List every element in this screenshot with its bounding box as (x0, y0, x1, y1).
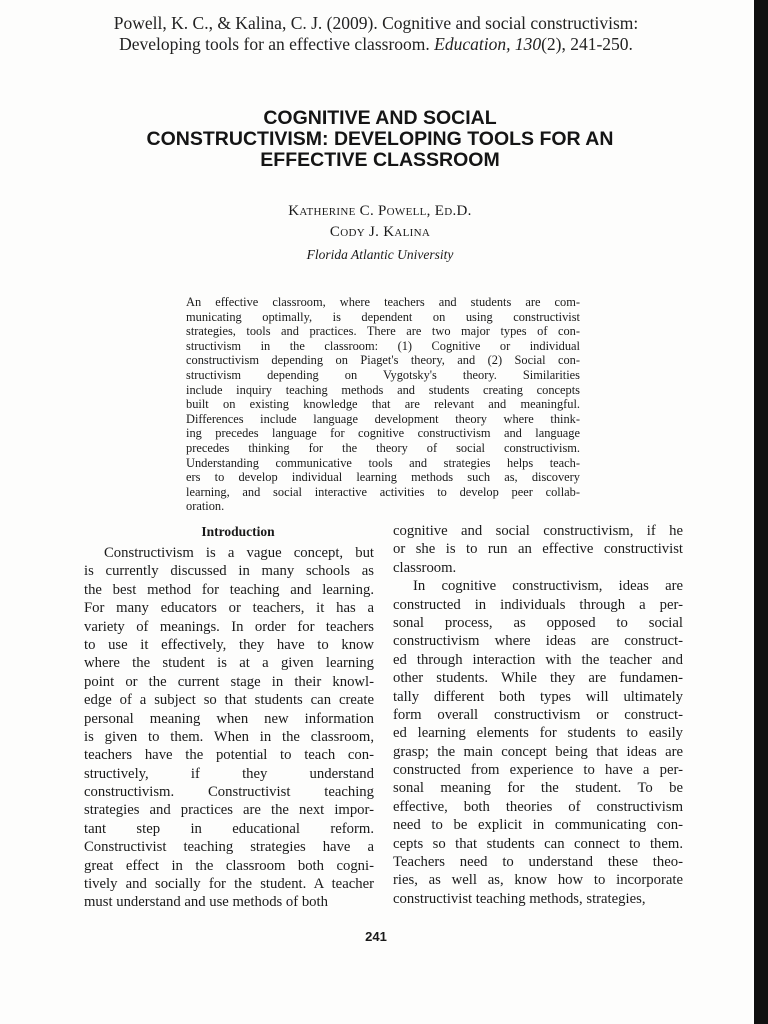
body-text-line: Teachers need to understand these theo- (393, 854, 683, 871)
body-text-line: constructivism where ideas are construct- (393, 633, 683, 650)
body-text-line: variety of meanings. In order for teachers (84, 618, 374, 635)
body-text-line: ed through interaction with the teacher and (393, 651, 683, 668)
authors (180, 201, 580, 243)
abstract-line: strategies, tools and practices. There are two major types of con- (186, 324, 580, 339)
abstract-line: municating optimally, is dependent on using constructivist (186, 309, 580, 324)
body-text-line: sonal process, as opposed to social (393, 614, 683, 631)
abstract-line: include inquiry teaching methods and students creating concepts (186, 382, 580, 397)
body-text-line: effective, both theories of constructivism (393, 798, 683, 815)
citation-journal: Education, 130 (434, 34, 542, 54)
body-text-line: Constructivism is a vague concept, but (104, 545, 374, 561)
citation-line-1: Powell, K. C., & Kalina, C. J. (2009). Cognitive and social constructivism: (113, 13, 639, 33)
body-text-line: constructed in individuals through a per- (393, 596, 683, 613)
title-line-3: EFFECTIVE CLASSROOM (260, 149, 500, 171)
abstract-line: oration. (186, 499, 225, 514)
citation (0, 13, 752, 55)
abstract-line: structivism in the classroom: (1) Cognitive or individual (186, 338, 580, 353)
abstract-line: structivism depending on Vygotsky's theory. Similarities (186, 367, 580, 382)
body-text-line: In cognitive constructivism, ideas are (413, 578, 683, 595)
abstract-line: Differences include language development theory where think- (186, 411, 580, 426)
body-text-line: is currently discussed in many schools as (84, 563, 374, 580)
left-column (84, 522, 374, 912)
paper-title (60, 108, 700, 171)
body-text-line: sonal meaning for the student. To be (393, 780, 683, 797)
body-text-line: the best method for teaching and learning. (84, 581, 374, 598)
body-text-line: must understand and use methods of both (84, 894, 328, 911)
scan-edge (754, 0, 768, 1024)
abstract-line: built on existing knowledge that are relevant and meaningful. (186, 397, 580, 412)
body-text-line: constructivist teaching methods, strategies, (393, 890, 646, 907)
page-number: 241 (365, 929, 387, 944)
abstract-line: Understanding communicative tools and strategies helps teach- (186, 455, 580, 470)
title-line-2: CONSTRUCTIVISM: DEVELOPING TOOLS FOR AN (146, 128, 614, 150)
body-text-line: cognitive and social constructivism, if he (393, 523, 683, 539)
body-text-line: Constructivist teaching strategies have a (84, 839, 374, 856)
body-text-line: ries, as well as, know how to incorporate (393, 872, 683, 889)
body-text-line: tively and socially for the student. A teacher (84, 876, 374, 893)
body-text-line: structively, if they understand (84, 765, 374, 782)
body-text-line: constructed from experience to have a per- (393, 762, 683, 779)
abstract-line: precedes thinking for the theory of social constructivism. (186, 440, 580, 455)
body-text-line: tant step in educational reform. (84, 820, 374, 837)
title-line-1: COGNITIVE AND SOCIAL (263, 107, 497, 129)
section-heading-introduction: Introduction (201, 524, 275, 539)
affiliation: Florida Atlantic University (306, 247, 454, 262)
body-text-line: cepts so that students can connect to them. (393, 835, 683, 852)
body-text-line: For many educators or teachers, it has a (84, 600, 374, 617)
body-text-line: where the student is at a given learning (84, 655, 374, 672)
citation-line-2 (0, 34, 752, 55)
body-text-line: edge of a subject so that students can create (84, 692, 374, 709)
abstract (186, 295, 580, 514)
body-text-line: personal meaning when new information (84, 710, 374, 727)
body-text-line: great effect in the classroom both cogni- (84, 857, 374, 874)
body-text-line: or she is to run an effective constructivist (393, 541, 683, 558)
author-2: Cody J. Kalina (329, 224, 431, 240)
author-1: Katherine C. Powell, Ed.D. (288, 203, 472, 219)
body-text-line: teachers have the potential to teach con- (84, 747, 374, 764)
body-text-line: ed learning elements for students to easily (393, 725, 683, 742)
body-text-line: other students. While they are fundamen- (393, 670, 683, 687)
abstract-line: learning, and social interactive activities to develop peer collab- (186, 484, 580, 499)
right-column (393, 522, 683, 908)
body-text-line: need to be explicit in communicating con- (393, 817, 683, 834)
body-text-line: classroom. (393, 559, 457, 576)
abstract-line: ers to develop individual learning methods such as, discovery (186, 470, 580, 485)
citation-issue-pages: (2), 241-250. (541, 34, 633, 54)
body-text-line: form overall constructivism or construct- (393, 706, 683, 723)
body-text-line: constructivism. Constructivist teaching (84, 784, 374, 801)
citation-line-2-text: Developing tools for an effective classroom. (119, 34, 435, 54)
body-text-line: point or the current stage in their knowl- (84, 673, 374, 690)
body-text-line: tally different both types will ultimately (393, 688, 683, 705)
abstract-line: An effective classroom, where teachers and students are com- (186, 295, 580, 309)
body-text-line: strategies and practices are the next impor- (84, 802, 374, 819)
body-text-line: to use it effectively, they have to know (84, 636, 374, 653)
abstract-line: ing precedes language for cognitive constructivism and language (186, 426, 580, 441)
abstract-line: constructivism depending on Piaget's theory, and (2) Social con- (186, 353, 580, 368)
body-text-line: is given to them. When in the classroom, (84, 728, 374, 745)
body-text-line: grasp; the main concept being that ideas are (393, 743, 683, 760)
